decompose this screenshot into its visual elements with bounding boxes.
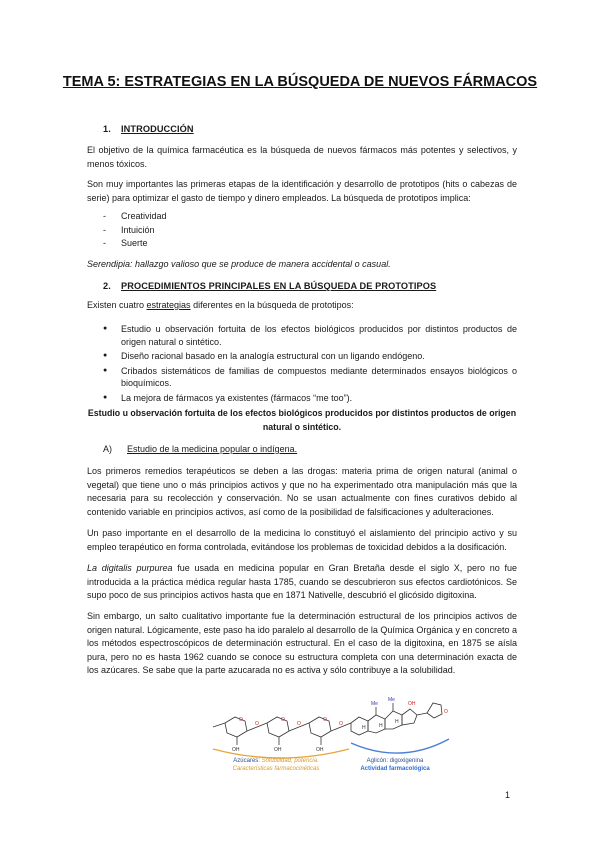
lactone-oxygen-label: O xyxy=(444,709,448,715)
oxygen-label: O xyxy=(281,717,285,723)
sugar-ring-2 xyxy=(267,717,289,737)
section-heading-introduccion xyxy=(103,124,194,134)
paragraph-determinacion: Sin embargo, un salto cualitativo importante fue la determinación estructural de los principios activos de origen natural. Lógicamente, este paso ha ido paralelo al desarrollo de la Química Orgánica y en concreto a los métodos espectroscópicos de determinación estructural. En el caso de la digitoxina, en 1875 se aísla pura, pero no es hasta 1962 cuando se conoce su estructura completa con una determinación exacta de los azúcares. Se sabe que la parte azucarada no es activa y sólo contribuye a la solubilidad. xyxy=(87,611,517,675)
hydroxyl-label: OH xyxy=(316,747,324,753)
sugar-ring-1 xyxy=(225,717,247,737)
digitalis-name: La digitalis purpurea xyxy=(87,563,173,573)
caption-prefix: Azúcares: xyxy=(233,758,262,764)
steroid-ring-d xyxy=(402,709,417,725)
hydrogen-label: H xyxy=(379,723,383,729)
caption-highlight: Solubilidad, potencia. xyxy=(261,758,319,764)
list-item: ● Cribados sistemáticos de familias de compuestos mediante determinados ensayos biológicos o bioquímicos. xyxy=(103,365,517,390)
oxygen-label: O xyxy=(297,721,301,727)
caption-text: Aglicón: digoxigenina xyxy=(366,758,424,764)
strategies-word: estrategias xyxy=(146,300,191,310)
oxygen-atoms xyxy=(239,717,343,727)
section-title: INTRODUCCIÓN xyxy=(121,124,194,134)
methyl-label: Me xyxy=(371,701,378,707)
text-fragment: fue usada en medicina popular en Gran Bretaña desde el siglo X, pero no fue introducida a la práctica médica regular hasta 1785, cuando se descubrieron sus efectos cardiotónicos. Se supo poco de sus principios activos hasta que en 1871 Nativelle, descubrió el glicósido digitoxina. xyxy=(87,563,517,600)
sugar-caption xyxy=(216,757,336,773)
hydrogen-label: H xyxy=(395,719,399,725)
section-heading-procedimientos xyxy=(103,281,436,291)
paragraph-drogas: Los primeros remedios terapéuticos se deben a las drogas: materia prima de origen natural (animal o vegetal) que tiene uno o más principios activos y que no ha experimentado otra manipulación más que la necesaria para su recolección y conservación. No se usan actualmente con fines curativos debido al contenido variable en principios activos, así como de la posibilidad de falsificaciones y adulteraciones. xyxy=(87,466,517,517)
section-number: 2. xyxy=(103,281,111,291)
procedures-intro xyxy=(87,299,517,313)
paragraph-aislamiento: Un paso importante en el desarrollo de la medicina lo constituyó el aislamiento del principio activo y su empleo terapéutico en forma controlada, evitándose los problemas de toxicidad debidos a la dosificación. xyxy=(87,528,517,552)
oxygen-label: O xyxy=(339,721,343,727)
list-item: ● La mejora de fármacos ya existentes (fármacos “me too”). xyxy=(103,392,517,405)
oxygen-label: O xyxy=(255,721,259,727)
section-number: 1. xyxy=(103,124,111,134)
section-title: PROCEDIMIENTOS PRINCIPALES EN LA BÚSQUEDA DE PROTOTIPOS xyxy=(121,281,437,291)
oxygen-label: O xyxy=(323,717,327,723)
subsection-label: A) xyxy=(103,444,112,454)
bold-subheading: Estudio u observación fortuita de los efectos biológicos producidos por distintos productos de origen natural o sintético. xyxy=(87,408,517,432)
text-fragment: Existen cuatro xyxy=(87,300,147,310)
aglycone-bracket-arc xyxy=(351,739,449,753)
hydroxyl-label: OH xyxy=(232,747,240,753)
caption-highlight: Actividad farmacológica xyxy=(360,766,430,772)
sugar-ring-3 xyxy=(309,717,331,737)
strategies-list xyxy=(103,323,517,404)
list-item: - Intuición xyxy=(103,224,167,238)
prototype-search-list xyxy=(103,210,167,251)
intro-paragraph-1: El objetivo de la química farmacéutica es la búsqueda de nuevos fármacos más potentes y selectivos, y menos tóxicos. xyxy=(87,145,517,169)
hydroxyl-label: OH xyxy=(274,747,282,753)
list-item: ● Estudio u observación fortuita de los efectos biológicos producidos por distintos productos de origen natural o sintético. xyxy=(103,323,517,348)
text-fragment: diferentes en la búsqueda de prototipos: xyxy=(190,300,354,310)
page-title: TEMA 5: ESTRATEGIAS EN LA BÚSQUEDA DE NUEVOS FÁRMACOS xyxy=(62,74,538,90)
lactone-ring xyxy=(427,703,442,718)
hydroxyl-label: OH xyxy=(408,701,416,707)
paragraph-digitalis xyxy=(87,562,517,603)
methyl-label: Me xyxy=(388,697,395,703)
page-number: 1 xyxy=(505,790,511,800)
hydrogen-label: H xyxy=(362,725,366,731)
steroid-ring-c xyxy=(385,711,402,729)
aglycone-caption xyxy=(350,757,440,773)
serendipia-definition: Serendipia: hallazgo valioso que se produce de manera accidental o casual. xyxy=(87,259,391,269)
subsection-title: Estudio de la medicina popular o indígena. xyxy=(127,444,298,454)
list-item: ● Diseño racional basado en la analogía estructural con un ligando endógeno. xyxy=(103,350,517,363)
subsection-a-heading xyxy=(103,444,297,454)
list-item: - Creatividad xyxy=(103,210,167,224)
caption-line2: Características farmacocinéticas xyxy=(232,766,320,772)
oxygen-label: O xyxy=(239,717,243,723)
intro-paragraph-2: Son muy importantes las primeras etapas de la identificación y desarrollo de prototipos (hits o cabezas de serie) para optimizar el gasto de tiempo y dinero empleados. La búsqueda de prototipos implica: xyxy=(87,179,517,203)
list-item: - Suerte xyxy=(103,237,167,251)
